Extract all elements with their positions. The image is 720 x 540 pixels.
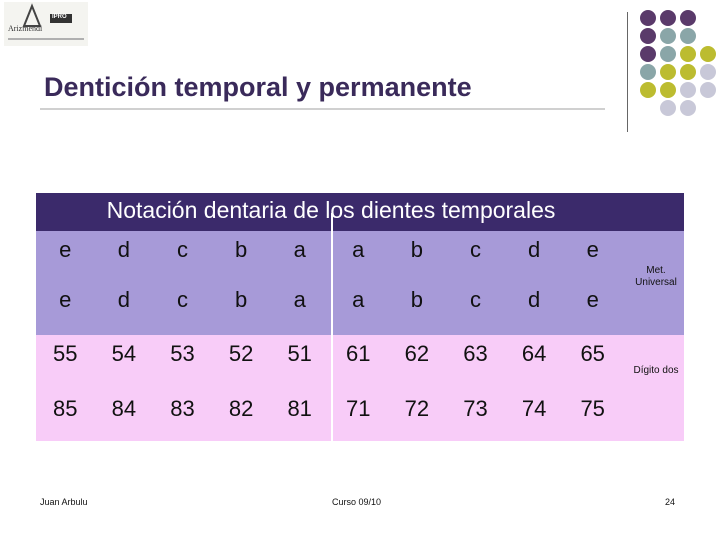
table-cell: c xyxy=(176,287,188,312)
dot-icon xyxy=(700,46,716,62)
table-cell: d xyxy=(527,287,541,312)
logo-badge: IPRO xyxy=(52,14,67,20)
table-cell: d xyxy=(527,237,541,262)
table-cell: a xyxy=(352,237,365,262)
table-cell: 63 xyxy=(463,341,488,366)
table-cell: 65 xyxy=(580,341,605,366)
table-cell: 55 xyxy=(53,341,78,366)
dot-icon xyxy=(640,64,656,80)
table-cell: 72 xyxy=(404,396,430,421)
table-cell: e xyxy=(586,237,599,262)
dot-icon xyxy=(660,28,676,44)
table-cell: 84 xyxy=(111,396,137,421)
table-cell: a xyxy=(352,287,365,312)
table-cell: c xyxy=(469,237,481,262)
table-cell: d xyxy=(117,237,131,262)
table-cell: 52 xyxy=(228,341,254,366)
label-digits: Dígito dos xyxy=(633,365,679,376)
table-cell: c xyxy=(469,287,481,312)
page-number: 24 xyxy=(665,497,676,507)
dot-icon xyxy=(660,64,676,80)
table-cell: 73 xyxy=(463,396,488,421)
table-cell: b xyxy=(234,237,248,262)
dot-icon xyxy=(680,82,696,98)
logo xyxy=(4,2,88,46)
table-cell: b xyxy=(234,287,248,312)
table-cell: 81 xyxy=(287,396,312,421)
logo-text: Arizmendi xyxy=(8,24,43,33)
table-cell: 54 xyxy=(111,341,137,366)
dot-icon xyxy=(680,10,696,26)
dot-icon xyxy=(640,28,656,44)
dot-icon xyxy=(660,10,676,26)
table-cell: 85 xyxy=(53,396,78,421)
table-cell: 74 xyxy=(521,396,547,421)
table-cell: a xyxy=(293,237,306,262)
table-cell: e xyxy=(59,237,72,262)
table-cell: e xyxy=(586,287,599,312)
dot-icon xyxy=(660,100,676,116)
table-cell: b xyxy=(410,237,424,262)
dot-icon xyxy=(680,46,696,62)
dot-icon xyxy=(640,82,656,98)
dot-icon xyxy=(700,64,716,80)
table-cell: 75 xyxy=(580,396,605,421)
dot-icon xyxy=(680,100,696,116)
table-cell: 51 xyxy=(287,341,312,366)
title-underline xyxy=(40,108,605,110)
table-cell: 53 xyxy=(170,341,195,366)
table-title: Notación dentaria de los dientes temporales xyxy=(106,197,556,223)
table-cell: 61 xyxy=(346,341,371,366)
dot-icon xyxy=(640,46,656,62)
slide-title: Dentición temporal y permanente xyxy=(44,72,472,102)
table-cell: b xyxy=(410,287,424,312)
dot-icon xyxy=(660,82,676,98)
dot-icon xyxy=(660,46,676,62)
dot-icon xyxy=(680,64,696,80)
footer-course: Curso 09/10 xyxy=(332,497,382,507)
table-cell: e xyxy=(59,287,72,312)
dot-icon xyxy=(640,10,656,26)
table-cell: 62 xyxy=(404,341,430,366)
dot-icon xyxy=(700,82,716,98)
table-cell: 82 xyxy=(228,396,254,421)
table-cell: 83 xyxy=(170,396,195,421)
table-cell: d xyxy=(117,287,131,312)
table-cell: 71 xyxy=(346,396,371,421)
footer-author: Juan Arbulu xyxy=(40,497,88,507)
table-cell: c xyxy=(176,237,188,262)
label-universal: Met. Universal xyxy=(635,265,677,288)
decorative-vertical-line xyxy=(627,12,628,132)
dental-notation-table xyxy=(36,193,684,441)
dot-icon xyxy=(680,28,696,44)
table-cell: 64 xyxy=(521,341,547,366)
table-cell: a xyxy=(293,287,306,312)
